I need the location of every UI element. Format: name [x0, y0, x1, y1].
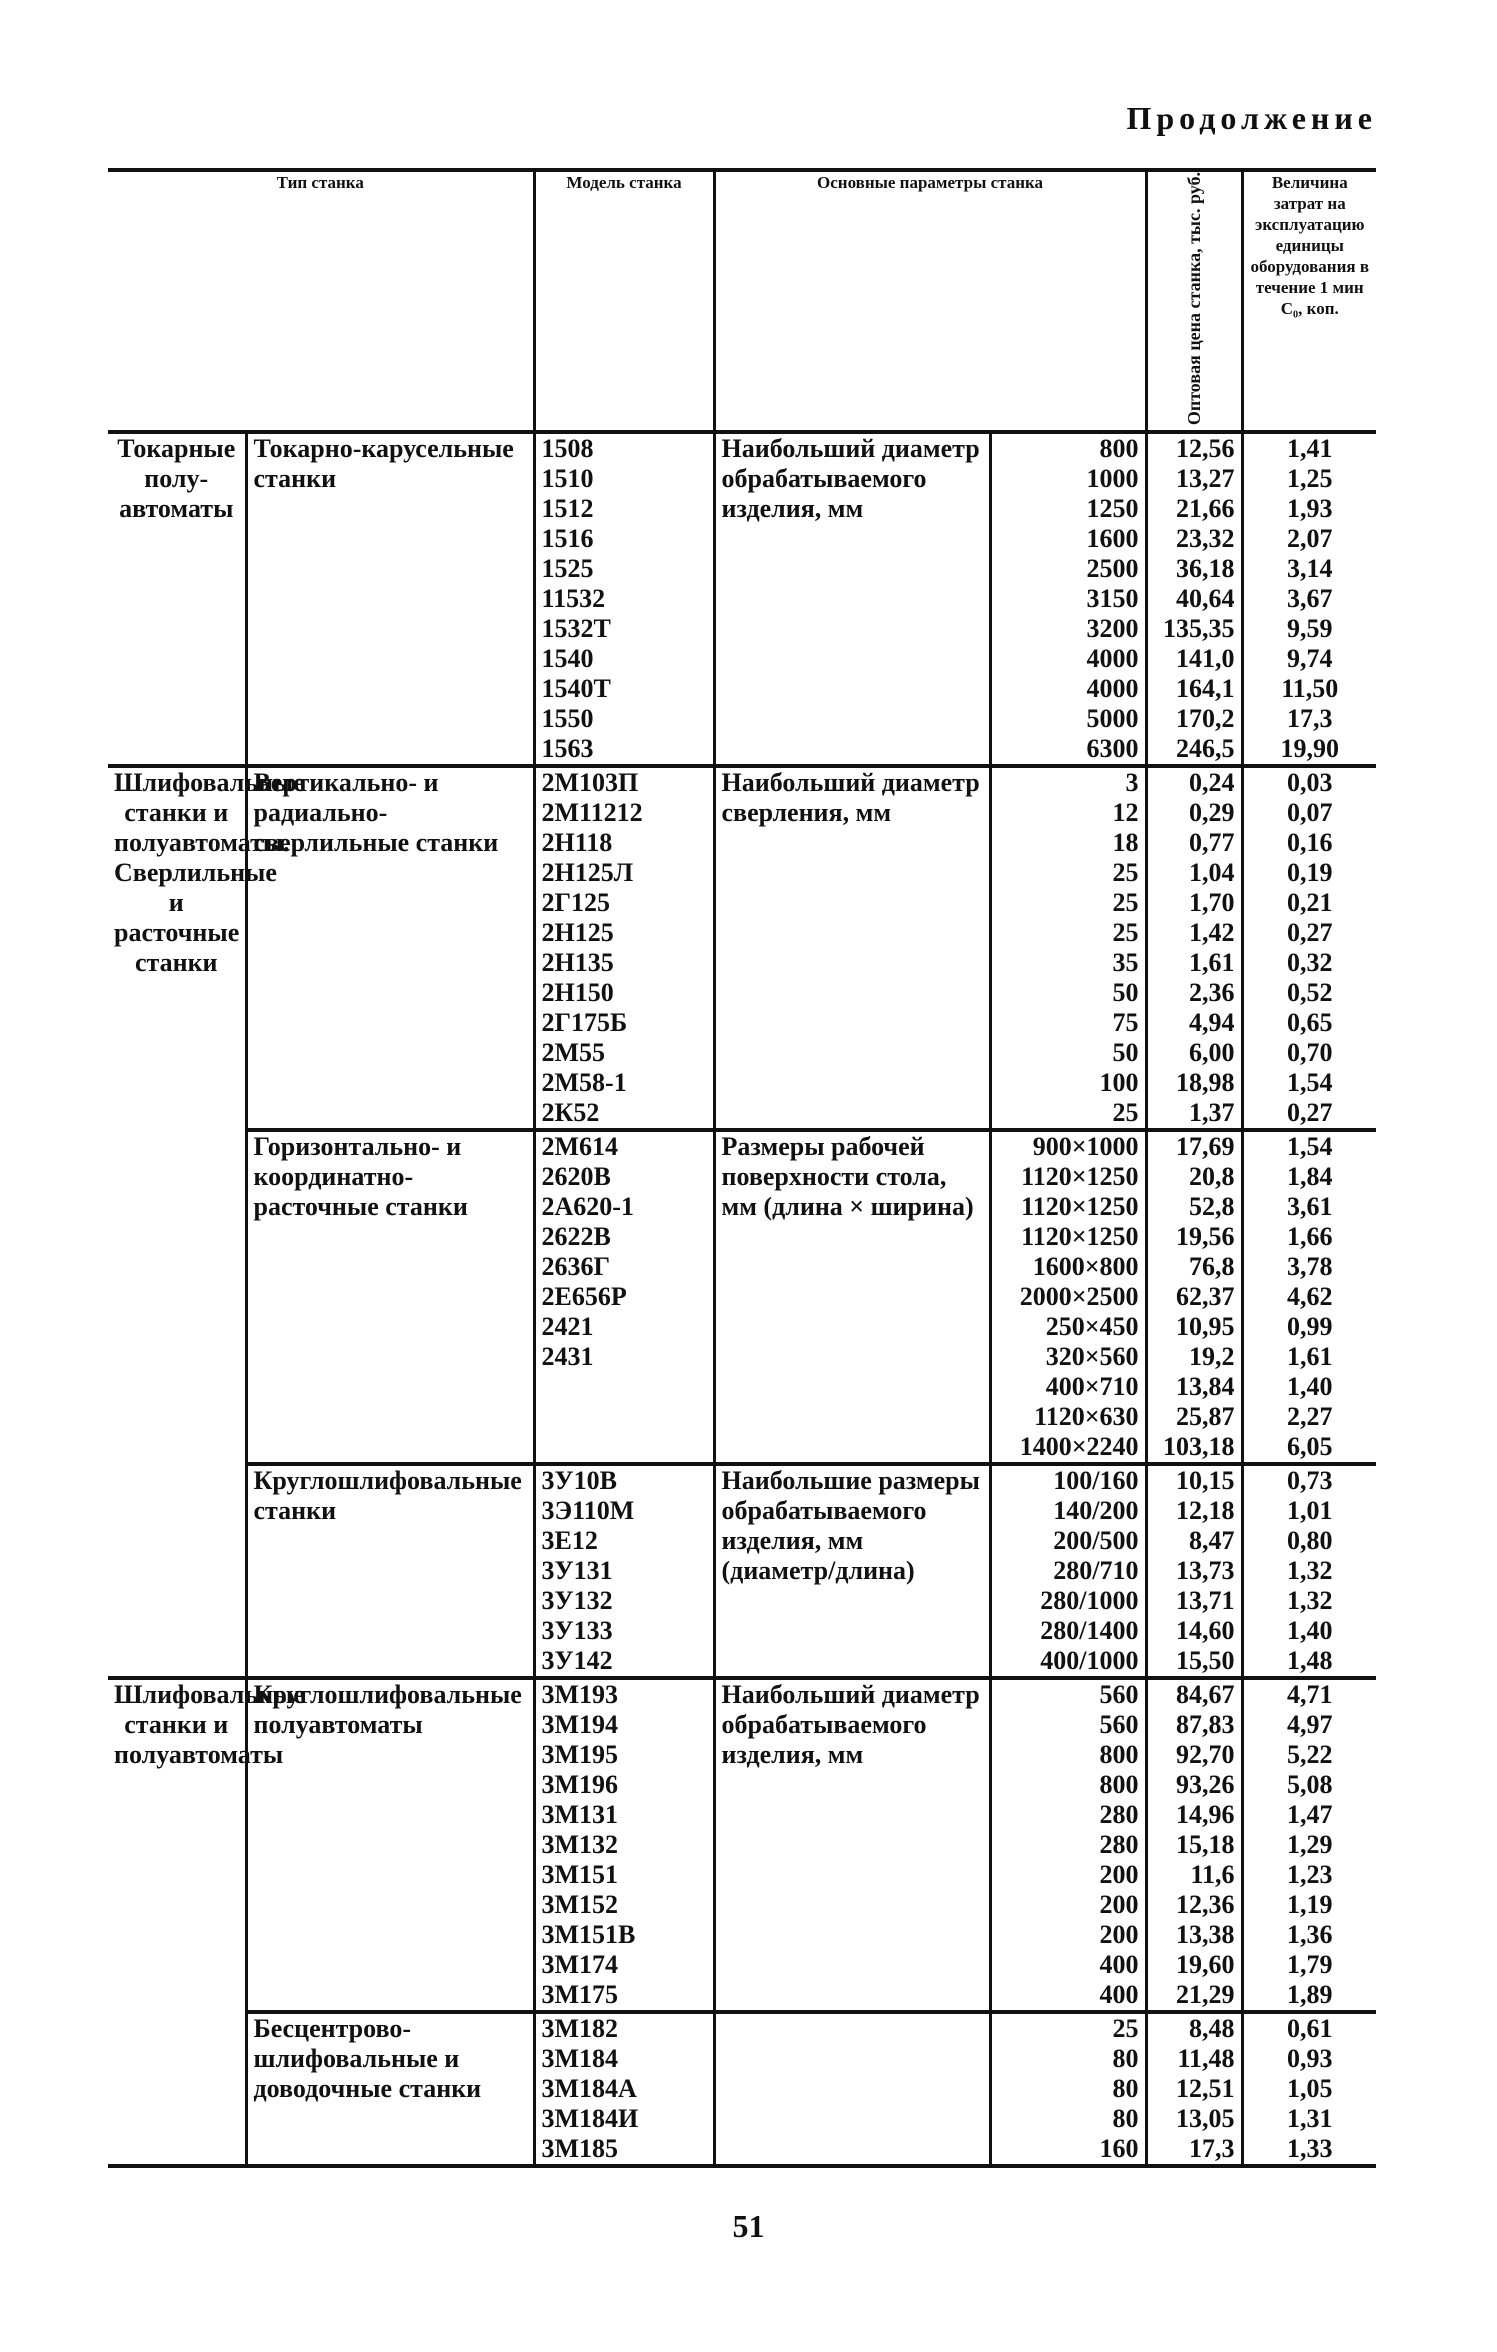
- value-cell-item: 1250: [1086, 494, 1139, 524]
- model-cell: [534, 2012, 714, 2166]
- cost-cell-item: 0,27: [1287, 918, 1333, 948]
- model-cell-item: 2А620-1: [541, 1192, 634, 1222]
- price-cell-item: 84,67: [1176, 1680, 1235, 1710]
- cost-cell-item: 1,54: [1287, 1132, 1333, 1162]
- model-cell-item: 3М151В: [541, 1920, 636, 1950]
- price-cell-item: 11,6: [1190, 1860, 1235, 1890]
- price-cell-item: 12,56: [1176, 434, 1235, 464]
- price-cell-item: 2,36: [1189, 978, 1235, 1008]
- price-cell-item: 13,38: [1176, 1920, 1235, 1950]
- price-cell-item: 36,18: [1176, 554, 1235, 584]
- model-cell-item: 3М175: [541, 1980, 619, 2010]
- price-cell-item: 0,77: [1189, 828, 1235, 858]
- model-cell-item: 3М184: [541, 2044, 619, 2074]
- cost-cell-item: 19,90: [1280, 734, 1340, 764]
- value-cell-item: 900×1000: [1032, 1132, 1139, 1162]
- price-cell-item: 19,56: [1176, 1222, 1235, 1252]
- cost-cell: [1242, 1464, 1376, 1678]
- price-cell: [1146, 432, 1242, 766]
- price-cell-item: 4,94: [1189, 1008, 1235, 1038]
- price-cell-item: 0,29: [1189, 798, 1235, 828]
- value-cell-item: 800: [1099, 1740, 1139, 1770]
- price-cell: [1146, 1464, 1242, 1678]
- cost-cell-item: 1,19: [1287, 1890, 1333, 1920]
- price-cell-item: 246,5: [1176, 734, 1235, 764]
- price-cell-item: 15,50: [1176, 1646, 1235, 1676]
- value-cell-item: 160: [1099, 2134, 1139, 2164]
- value-cell: [990, 432, 1146, 766]
- price-cell-item: 87,83: [1176, 1710, 1235, 1740]
- cost-cell-item: 17,3: [1287, 704, 1333, 734]
- cost-cell: [1242, 766, 1376, 1130]
- cost-cell: [1242, 1130, 1376, 1464]
- model-cell-item: 1525: [541, 554, 594, 584]
- value-cell-item: 18: [1112, 828, 1139, 858]
- value-cell-item: 400: [1099, 1950, 1139, 1980]
- value-cell-item: 12: [1112, 798, 1139, 828]
- cost-cell-item: 3,67: [1287, 584, 1333, 614]
- machine-type-cell: Токарно-карусельные станки: [246, 432, 534, 766]
- param-cell: [714, 2012, 990, 2166]
- cost-cell-item: 3,78: [1287, 1252, 1333, 1282]
- model-cell-item: 2М614: [541, 1132, 619, 1162]
- value-cell-item: 1600×800: [1032, 1252, 1139, 1282]
- table-row: [108, 1464, 1376, 1678]
- category-cell: Шлифовальные станки и полуавтоматы: [108, 1678, 246, 2166]
- price-cell-item: 103,18: [1163, 1432, 1235, 1462]
- value-cell-item: 4000: [1086, 644, 1139, 674]
- model-cell: [534, 432, 714, 766]
- price-cell: [1146, 766, 1242, 1130]
- cost-cell-item: 1,79: [1287, 1950, 1333, 1980]
- cost-cell-item: 0,27: [1287, 1098, 1333, 1128]
- machine-type-cell: Вертикально- и радиально-сверлильные станки: [246, 766, 534, 1130]
- model-cell-item: 3Е12: [541, 1526, 598, 1556]
- model-cell-item: 3У142: [541, 1646, 613, 1676]
- model-cell: [534, 1464, 714, 1678]
- value-cell-item: 200/500: [1053, 1526, 1139, 1556]
- value-cell-item: 200: [1099, 1890, 1139, 1920]
- price-cell-item: 13,73: [1176, 1556, 1235, 1586]
- price-cell-item: 10,95: [1176, 1312, 1235, 1342]
- model-cell-item: 2Н135: [541, 948, 614, 978]
- model-cell-item: 3Э110М: [541, 1496, 635, 1526]
- table-row: [108, 1678, 1376, 2012]
- cost-cell-item: 1,05: [1287, 2074, 1333, 2104]
- model-cell-item: 1563: [541, 734, 594, 764]
- value-cell-item: 80: [1112, 2104, 1139, 2134]
- value-cell-item: 1120×1250: [1021, 1192, 1139, 1222]
- cost-cell: [1242, 1678, 1376, 2012]
- price-cell: [1146, 1130, 1242, 1464]
- model-cell-item: 3У131: [541, 1556, 613, 1586]
- value-cell-item: 400: [1099, 1980, 1139, 2010]
- value-cell: [990, 766, 1146, 1130]
- model-cell-item: 2431: [541, 1342, 594, 1372]
- value-cell-item: 1120×630: [1034, 1402, 1139, 1432]
- model-cell-item: 3У10В: [541, 1466, 617, 1496]
- price-cell-item: 141,0: [1176, 644, 1235, 674]
- value-cell: [990, 2012, 1146, 2166]
- cost-cell-item: 0,80: [1287, 1526, 1333, 1556]
- price-cell: [1146, 2012, 1242, 2166]
- model-cell-item: 2Н150: [541, 978, 614, 1008]
- value-cell: [990, 1464, 1146, 1678]
- value-cell-item: 280/710: [1053, 1556, 1139, 1586]
- model-cell-item: 3М193: [541, 1680, 619, 1710]
- param-cell: Размеры рабочей поверхности стола, мм (длина × ширина): [714, 1130, 990, 1464]
- model-cell-item: 2Н125: [541, 918, 614, 948]
- price-cell-item: 1,37: [1189, 1098, 1235, 1128]
- model-cell: [534, 766, 714, 1130]
- value-cell-item: 280: [1099, 1830, 1139, 1860]
- model-cell-item: 3М174: [541, 1950, 619, 1980]
- price-cell-item: 21,29: [1176, 1980, 1235, 2010]
- value-cell-item: 2500: [1086, 554, 1139, 584]
- model-cell-item: 3М185: [541, 2134, 619, 2164]
- price-cell-item: 12,51: [1176, 2074, 1235, 2104]
- cost-cell-item: 0,73: [1287, 1466, 1333, 1496]
- value-cell-item: 25: [1112, 858, 1139, 888]
- value-cell-item: 50: [1112, 1038, 1139, 1068]
- price-cell-item: 10,15: [1176, 1466, 1235, 1496]
- cost-cell-item: 1,84: [1287, 1162, 1333, 1192]
- model-cell-item: 2М55: [541, 1038, 606, 1068]
- model-cell-item: 3У133: [541, 1616, 613, 1646]
- model-cell-item: 3У132: [541, 1586, 613, 1616]
- model-cell-item: 1508: [541, 434, 594, 464]
- value-cell-item: 560: [1099, 1710, 1139, 1740]
- model-cell-item: 3М151: [541, 1860, 619, 1890]
- price-cell-item: 25,87: [1176, 1402, 1235, 1432]
- table-row: [108, 1130, 1376, 1464]
- price-cell-item: 13,71: [1176, 1586, 1235, 1616]
- param-cell: Наибольший диаметр обрабатываемого изделия, мм: [714, 1678, 990, 2012]
- value-cell-item: 320×560: [1045, 1342, 1139, 1372]
- model-cell-item: 2М58-1: [541, 1068, 627, 1098]
- machine-type-cell: Круглошлифовальные полуавтоматы: [246, 1678, 534, 2012]
- table-row: [108, 2012, 1376, 2166]
- price-cell-item: 92,70: [1176, 1740, 1235, 1770]
- cost-cell-item: 1,41: [1287, 434, 1333, 464]
- model-cell-item: 1550: [541, 704, 594, 734]
- value-cell-item: 1120×1250: [1021, 1222, 1139, 1252]
- value-cell-item: 1000: [1086, 464, 1139, 494]
- value-cell: [990, 1130, 1146, 1464]
- price-cell-item: 1,70: [1189, 888, 1235, 918]
- cost-cell-item: 1,32: [1287, 1586, 1333, 1616]
- model-cell: [534, 1130, 714, 1464]
- cost-cell-item: 1,36: [1287, 1920, 1333, 1950]
- price-cell-item: 14,60: [1176, 1616, 1235, 1646]
- price-cell-item: 13,27: [1176, 464, 1235, 494]
- price-cell-item: 17,69: [1176, 1132, 1235, 1162]
- price-cell-item: 93,26: [1176, 1770, 1235, 1800]
- machine-type-cell: Горизонтально- и координатно-расточные станки: [246, 1130, 534, 1464]
- continued-label: Продолжение: [1126, 100, 1377, 136]
- cost-cell-item: 1,01: [1287, 1496, 1333, 1526]
- model-cell-item: 3М132: [541, 1830, 619, 1860]
- value-cell-item: 50: [1112, 978, 1139, 1008]
- price-cell-item: 164,1: [1176, 674, 1235, 704]
- model-cell-item: 2421: [541, 1312, 594, 1342]
- model-cell-item: 2Н125Л: [541, 858, 634, 888]
- cost-cell-item: 1,31: [1287, 2104, 1333, 2134]
- model-cell-item: 2622В: [541, 1222, 611, 1252]
- cost-cell-item: 1,93: [1287, 494, 1333, 524]
- price-cell-item: 62,37: [1176, 1282, 1235, 1312]
- cost-cell-item: 3,61: [1287, 1192, 1333, 1222]
- value-cell-item: 25: [1112, 888, 1139, 918]
- cost-cell-item: 1,47: [1287, 1800, 1333, 1830]
- cost-cell-item: 9,74: [1287, 644, 1333, 674]
- cost-cell-item: 0,19: [1287, 858, 1333, 888]
- value-cell-item: 75: [1112, 1008, 1139, 1038]
- cost-cell-item: 1,40: [1287, 1372, 1333, 1402]
- model-cell-item: 1516: [541, 524, 594, 554]
- value-cell-item: 560: [1099, 1680, 1139, 1710]
- cost-cell-item: 5,08: [1287, 1770, 1333, 1800]
- model-cell-item: 2Н118: [541, 828, 613, 858]
- cost-cell: [1242, 2012, 1376, 2166]
- price-cell-item: 17,3: [1189, 2134, 1235, 2164]
- header-cost: Величина затрат на эксплуатацию единицы оборудования в течение 1 мин С₀, коп.: [1242, 170, 1376, 432]
- price-cell-item: 1,61: [1189, 948, 1235, 978]
- value-cell-item: 100/160: [1053, 1466, 1139, 1496]
- value-cell-item: 800: [1099, 434, 1139, 464]
- param-cell: Наибольшие размеры обрабатываемого изделия, мм (диаметр/длина): [714, 1464, 990, 1678]
- value-cell-item: 800: [1099, 1770, 1139, 1800]
- cost-cell-item: 6,05: [1287, 1432, 1333, 1462]
- value-cell-item: 250×450: [1045, 1312, 1139, 1342]
- value-cell-item: 6300: [1086, 734, 1139, 764]
- model-cell-item: 2К52: [541, 1098, 600, 1128]
- cost-cell-item: 0,03: [1287, 768, 1333, 798]
- price-cell-item: 1,04: [1189, 858, 1235, 888]
- cost-cell-item: 11,50: [1281, 674, 1339, 704]
- value-cell-item: 140/200: [1053, 1496, 1139, 1526]
- model-cell-item: 2Г125: [541, 888, 611, 918]
- table-body: [108, 432, 1376, 2166]
- cost-cell-item: 1,32: [1287, 1556, 1333, 1586]
- model-cell-item: 3М195: [541, 1740, 619, 1770]
- price-cell-item: 52,8: [1189, 1192, 1235, 1222]
- cost-cell-item: 3,14: [1287, 554, 1333, 584]
- value-cell-item: 4000: [1086, 674, 1139, 704]
- value-cell-item: 400/1000: [1040, 1646, 1139, 1676]
- value-cell-item: 5000: [1086, 704, 1139, 734]
- price-cell-item: 13,05: [1176, 2104, 1235, 2134]
- cost-cell-item: 0,32: [1287, 948, 1333, 978]
- param-cell: Наибольший диаметр обрабатываемого изделия, мм: [714, 432, 990, 766]
- header-params: Основные параметры станка: [714, 170, 1146, 432]
- value-cell-item: 1120×1250: [1021, 1162, 1139, 1192]
- header-type: Тип станка: [108, 170, 534, 432]
- header-price: Оптовая цена станка, тыс. руб.: [1146, 170, 1242, 432]
- value-cell-item: 2000×2500: [1019, 1282, 1139, 1312]
- price-cell-item: 12,36: [1176, 1890, 1235, 1920]
- price-cell-item: 19,60: [1176, 1950, 1235, 1980]
- price-cell-item: 21,66: [1176, 494, 1235, 524]
- param-cell: Наибольший диаметр сверления, мм: [714, 766, 990, 1130]
- value-cell-item: 400×710: [1045, 1372, 1139, 1402]
- price-cell-item: 8,47: [1189, 1526, 1235, 1556]
- cost-cell-item: 1,33: [1287, 2134, 1333, 2164]
- price-cell-item: 18,98: [1176, 1068, 1235, 1098]
- value-cell-item: 3200: [1086, 614, 1139, 644]
- cost-cell-item: 5,22: [1287, 1740, 1333, 1770]
- value-cell-item: 1600: [1086, 524, 1139, 554]
- value-cell-item: 25: [1112, 2014, 1139, 2044]
- value-cell-item: 200: [1099, 1860, 1139, 1890]
- value-cell-item: 280/1000: [1040, 1586, 1139, 1616]
- table-row: [108, 432, 1376, 766]
- model-cell-item: 3М182: [541, 2014, 619, 2044]
- price-cell-item: 12,18: [1176, 1496, 1235, 1526]
- price-cell: [1146, 1678, 1242, 2012]
- cost-cell-item: 0,07: [1287, 798, 1333, 828]
- value-cell-item: 25: [1112, 918, 1139, 948]
- value-cell-item: 280/1400: [1040, 1616, 1139, 1646]
- value-cell-item: 25: [1112, 1098, 1139, 1128]
- price-cell-item: 19,2: [1189, 1342, 1235, 1372]
- price-cell-item: 0,24: [1189, 768, 1235, 798]
- cost-cell-item: 0,93: [1287, 2044, 1333, 2074]
- cost-cell-item: 1,23: [1287, 1860, 1333, 1890]
- cost-cell-item: 2,27: [1287, 1402, 1333, 1432]
- model-cell-item: 1540: [541, 644, 594, 674]
- model-cell-item: 11532: [541, 584, 606, 614]
- price-cell-item: 15,18: [1176, 1830, 1235, 1860]
- model-cell-item: 3М152: [541, 1890, 619, 1920]
- header-model: Модель станка: [534, 170, 714, 432]
- model-cell-item: 3М131: [541, 1800, 619, 1830]
- cost-cell-item: 4,71: [1287, 1680, 1333, 1710]
- price-cell-item: 170,2: [1176, 704, 1235, 734]
- value-cell-item: 35: [1112, 948, 1139, 978]
- cost-cell-item: 1,48: [1287, 1646, 1333, 1676]
- value-cell-item: 80: [1112, 2074, 1139, 2104]
- value-cell-item: 280: [1099, 1800, 1139, 1830]
- cost-cell-item: 0,16: [1287, 828, 1333, 858]
- model-cell-item: 3М194: [541, 1710, 619, 1740]
- price-cell-item: 20,8: [1189, 1162, 1235, 1192]
- cost-cell-item: 1,29: [1287, 1830, 1333, 1860]
- model-cell-item: 2Е656Р: [541, 1282, 627, 1312]
- cost-cell: [1242, 432, 1376, 766]
- cost-cell-item: 4,62: [1287, 1282, 1333, 1312]
- cost-cell-item: 2,07: [1287, 524, 1333, 554]
- value-cell-item: 1400×2240: [1019, 1432, 1139, 1462]
- table-header-row: [108, 170, 1376, 432]
- value-cell-item: 3: [1125, 768, 1139, 798]
- cost-cell-item: 0,61: [1287, 2014, 1333, 2044]
- model-cell-item: 3М196: [541, 1770, 619, 1800]
- machine-type-cell: Бесцентрово-шлифовальные и доводочные станки: [246, 2012, 534, 2166]
- value-cell: [990, 1678, 1146, 2012]
- cost-cell-item: 1,66: [1287, 1222, 1333, 1252]
- value-cell-item: 200: [1099, 1920, 1139, 1950]
- model-cell-item: 3М184А: [541, 2074, 637, 2104]
- price-cell-item: 40,64: [1176, 584, 1235, 614]
- model-cell-item: 1532Т: [541, 614, 611, 644]
- price-cell-item: 6,00: [1189, 1038, 1235, 1068]
- price-cell-item: 8,48: [1189, 2014, 1235, 2044]
- price-cell-item: 23,32: [1176, 524, 1235, 554]
- price-cell-item: 135,35: [1163, 614, 1235, 644]
- model-cell-item: 2Г175Б: [541, 1008, 628, 1038]
- cost-cell-item: 1,61: [1287, 1342, 1333, 1372]
- cost-cell-item: 0,65: [1287, 1008, 1333, 1038]
- price-cell-item: 76,8: [1189, 1252, 1235, 1282]
- cost-cell-item: 1,54: [1287, 1068, 1333, 1098]
- category-cell: Шлифовальные станки и полуавтоматы. Сверлильные и расточные станки: [108, 766, 246, 1678]
- model-cell: [534, 1678, 714, 2012]
- model-cell-item: 1510: [541, 464, 594, 494]
- model-cell-item: 2М103П: [541, 768, 639, 798]
- value-cell-item: 100: [1099, 1068, 1139, 1098]
- page-number: 51: [732, 2208, 765, 2244]
- cost-cell-item: 9,59: [1287, 614, 1333, 644]
- machine-table: [108, 168, 1376, 2168]
- model-cell-item: 2636Г: [541, 1252, 611, 1282]
- price-cell-item: 14,96: [1176, 1800, 1235, 1830]
- machine-type-cell: Круглошлифовальные станки: [246, 1464, 534, 1678]
- price-cell-item: 11,48: [1177, 2044, 1235, 2074]
- cost-cell-item: 1,40: [1287, 1616, 1333, 1646]
- cost-cell-item: 1,25: [1287, 464, 1333, 494]
- value-cell-item: 80: [1112, 2044, 1139, 2074]
- category-cell: Токарные полу-автоматы: [108, 432, 246, 766]
- model-cell-item: 3М184И: [541, 2104, 639, 2134]
- price-cell-item: 1,42: [1189, 918, 1235, 948]
- cost-cell-item: 4,97: [1287, 1710, 1333, 1740]
- model-cell-item: 2620В: [541, 1162, 611, 1192]
- cost-cell-item: 0,99: [1287, 1312, 1333, 1342]
- cost-cell-item: 0,52: [1287, 978, 1333, 1008]
- model-cell-item: 1512: [541, 494, 594, 524]
- cost-cell-item: 0,21: [1287, 888, 1333, 918]
- cost-cell-item: 1,89: [1287, 1980, 1333, 2010]
- model-cell-item: 1540Т: [541, 674, 611, 704]
- model-cell-item: 2М11212: [541, 798, 643, 828]
- value-cell-item: 3150: [1086, 584, 1139, 614]
- table-row: [108, 766, 1376, 1130]
- cost-cell-item: 0,70: [1287, 1038, 1333, 1068]
- price-cell-item: 13,84: [1176, 1372, 1235, 1402]
